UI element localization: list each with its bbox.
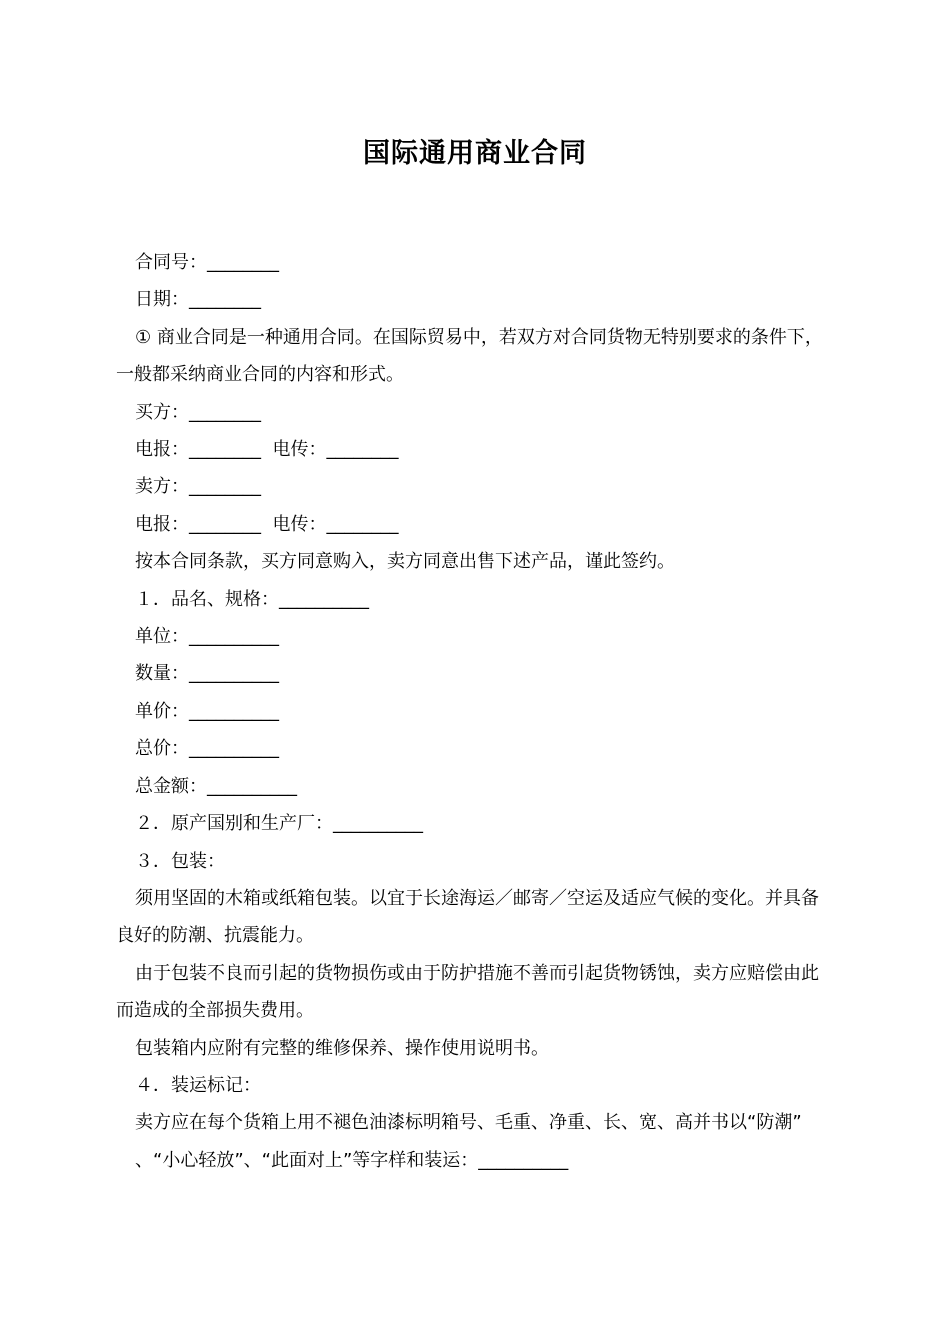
unit-line: 单位：__________ <box>135 626 279 648</box>
product-spec-line: １．品名、规格：__________ <box>135 588 369 610</box>
origin-manufacturer-line: ２．原产国别和生产厂：__________ <box>135 813 423 835</box>
packaging-heading: ３．包装： <box>135 850 225 872</box>
shipping-marks-paragraph: 卖方应在每个货箱上用不褪色油漆标明箱号、毛重、净重、长、宽、高并书以“防潮” <box>135 1112 802 1134</box>
packaging-paragraph-3: 包装箱内应附有完整的维修保养、操作使用说明书。 <box>135 1037 549 1059</box>
buyer-contact-line: 电报：________ 电传：________ <box>135 439 399 461</box>
packaging-paragraph-1: 须用坚固的木箱或纸箱包装。以宜于长途海运／邮寄／空运及适应气候的变化。并具备良好的防潮、抗震能力。 <box>116 887 819 947</box>
agreement-line: 按本合同条款，买方同意购入，卖方同意出售下述产品，谨此签约。 <box>135 551 675 573</box>
shipping-marks-heading: ４．装运标记： <box>135 1074 261 1096</box>
total-amount-line: 总金额：__________ <box>135 775 297 797</box>
contract-number-line: 合同号：________ <box>135 252 279 273</box>
buyer-line: 买方：________ <box>135 401 261 423</box>
intro-paragraph: ① 商业合同是一种通用合同。在国际贸易中，若双方对合同货物无特别要求的条件下，一般都采纳商业合同的内容和形式。 <box>116 326 823 386</box>
date-line: 日期：________ <box>135 289 261 311</box>
quantity-line: 数量：__________ <box>135 663 279 685</box>
seller-line: 卖方：________ <box>135 476 261 498</box>
unit-price-line: 单价：__________ <box>135 700 279 722</box>
packaging-paragraph-2: 由于包装不良而引起的货物损伤或由于防护措施不善而引起货物锈蚀，卖方应赔偿由此而造成的全部损失费用。 <box>116 962 819 1022</box>
seller-contact-line: 电报：________ 电传：________ <box>135 513 399 535</box>
shipping-marks-continuation: 、“小心轻放”、“此面对上”等字样和装运：__________ <box>135 1149 569 1171</box>
total-price-line: 总价：__________ <box>135 738 279 760</box>
document-title: 国际通用商业合同 <box>363 138 587 169</box>
document-body <box>116 244 836 1179</box>
